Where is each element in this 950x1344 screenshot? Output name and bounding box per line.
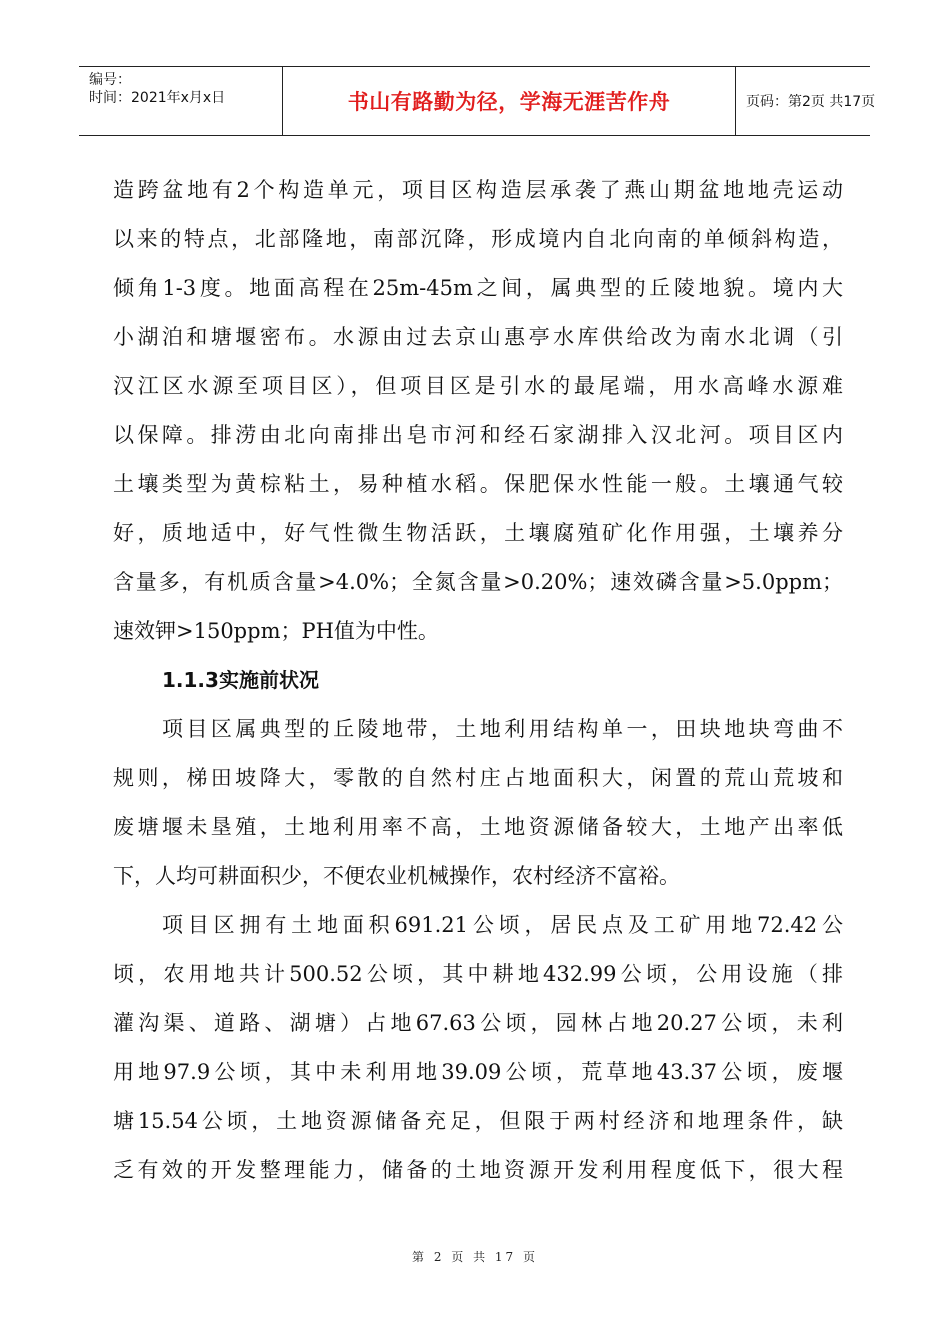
text-line: 以来的特点，北部隆地，南部沉降，形成境内自北向南的单倾斜构造，	[113, 227, 843, 251]
text-line: 小湖泊和塘堰密布。水源由过去京山惠亭水库供给改为南水北调（引	[113, 325, 843, 349]
text-line: 灌沟渠、道路、湖塘）占地67.63公顷，园林占地20.27公顷，未利	[113, 1011, 843, 1035]
text-line: 含量多，有机质含量>4.0%；全氮含量>0.20%；速效磷含量>5.0ppm；	[113, 570, 843, 594]
document-time-label: 时间：2021年x月x日	[89, 90, 226, 106]
document-number-label: 编号：	[89, 72, 131, 88]
text-line: 倾角1-3度。地面高程在25m-45m之间，属典型的丘陵地貌。境内大	[113, 276, 843, 300]
text-line: 以保障。排涝由北向南排出皂市河和经石家湖排入汉北河。项目区内	[113, 423, 843, 447]
text-line: 顷，农用地共计500.52公顷，其中耕地432.99公顷，公用设施（排	[113, 962, 843, 986]
header-page-info: 页码：第2页 共17页	[746, 94, 876, 110]
text-line: 汉江区水源至项目区），但项目区是引水的最尾端，用水高峰水源难	[113, 374, 843, 398]
page-footer: 第 2 页 共 17 页	[412, 1250, 538, 1264]
text-line: 造跨盆地有2个构造单元，项目区构造层承袭了燕山期盆地地壳运动	[113, 178, 843, 202]
header-meta	[79, 67, 283, 135]
text-line: 规则，梯田坡降大，零散的自然村庄占地面积大，闲置的荒山荒坡和	[113, 766, 843, 790]
paragraph-land-statistics	[113, 901, 843, 1195]
document-body	[113, 166, 843, 1195]
text-line: 项目区拥有土地面积691.21公顷，居民点及工矿用地72.42公	[162, 913, 843, 937]
paragraph-pre-implementation	[113, 705, 843, 901]
text-line: 废塘堰未垦殖，土地利用率不高，土地资源储备较大，土地产出率低	[113, 815, 843, 839]
text-line: 好，质地适中，好气性微生物活跃，土壤腐殖矿化作用强，土壤养分	[113, 521, 843, 545]
paragraph-geology	[113, 166, 843, 656]
page-header	[79, 66, 876, 136]
text-line: 塘15.54公顷，土地资源储备充足，但限于两村经济和地理条件，缺	[113, 1109, 843, 1133]
text-line: 项目区属典型的丘陵地带，土地利用结构单一，田块地块弯曲不	[162, 717, 843, 741]
text-line: 速效钾>150ppm；PH值为中性。	[113, 619, 439, 643]
header-motto-cell	[283, 67, 736, 135]
section-heading: 1.1.3实施前状况	[162, 668, 319, 692]
text-line: 乏有效的开发整理能力，储备的土地资源开发利用程度低下，很大程	[113, 1158, 843, 1182]
motto-text: 书山有路勤为径，学海无涯苦作舟	[347, 90, 671, 114]
text-line: 下，人均可耕面积少，不便农业机械操作，农村经济不富裕。	[113, 864, 680, 888]
text-line: 土壤类型为黄棕粘土，易种植水稻。保肥保水性能一般。土壤通气较	[113, 472, 843, 496]
text-line: 用地97.9公顷，其中未利用地39.09公顷，荒草地43.37公顷，废堰	[113, 1060, 843, 1084]
